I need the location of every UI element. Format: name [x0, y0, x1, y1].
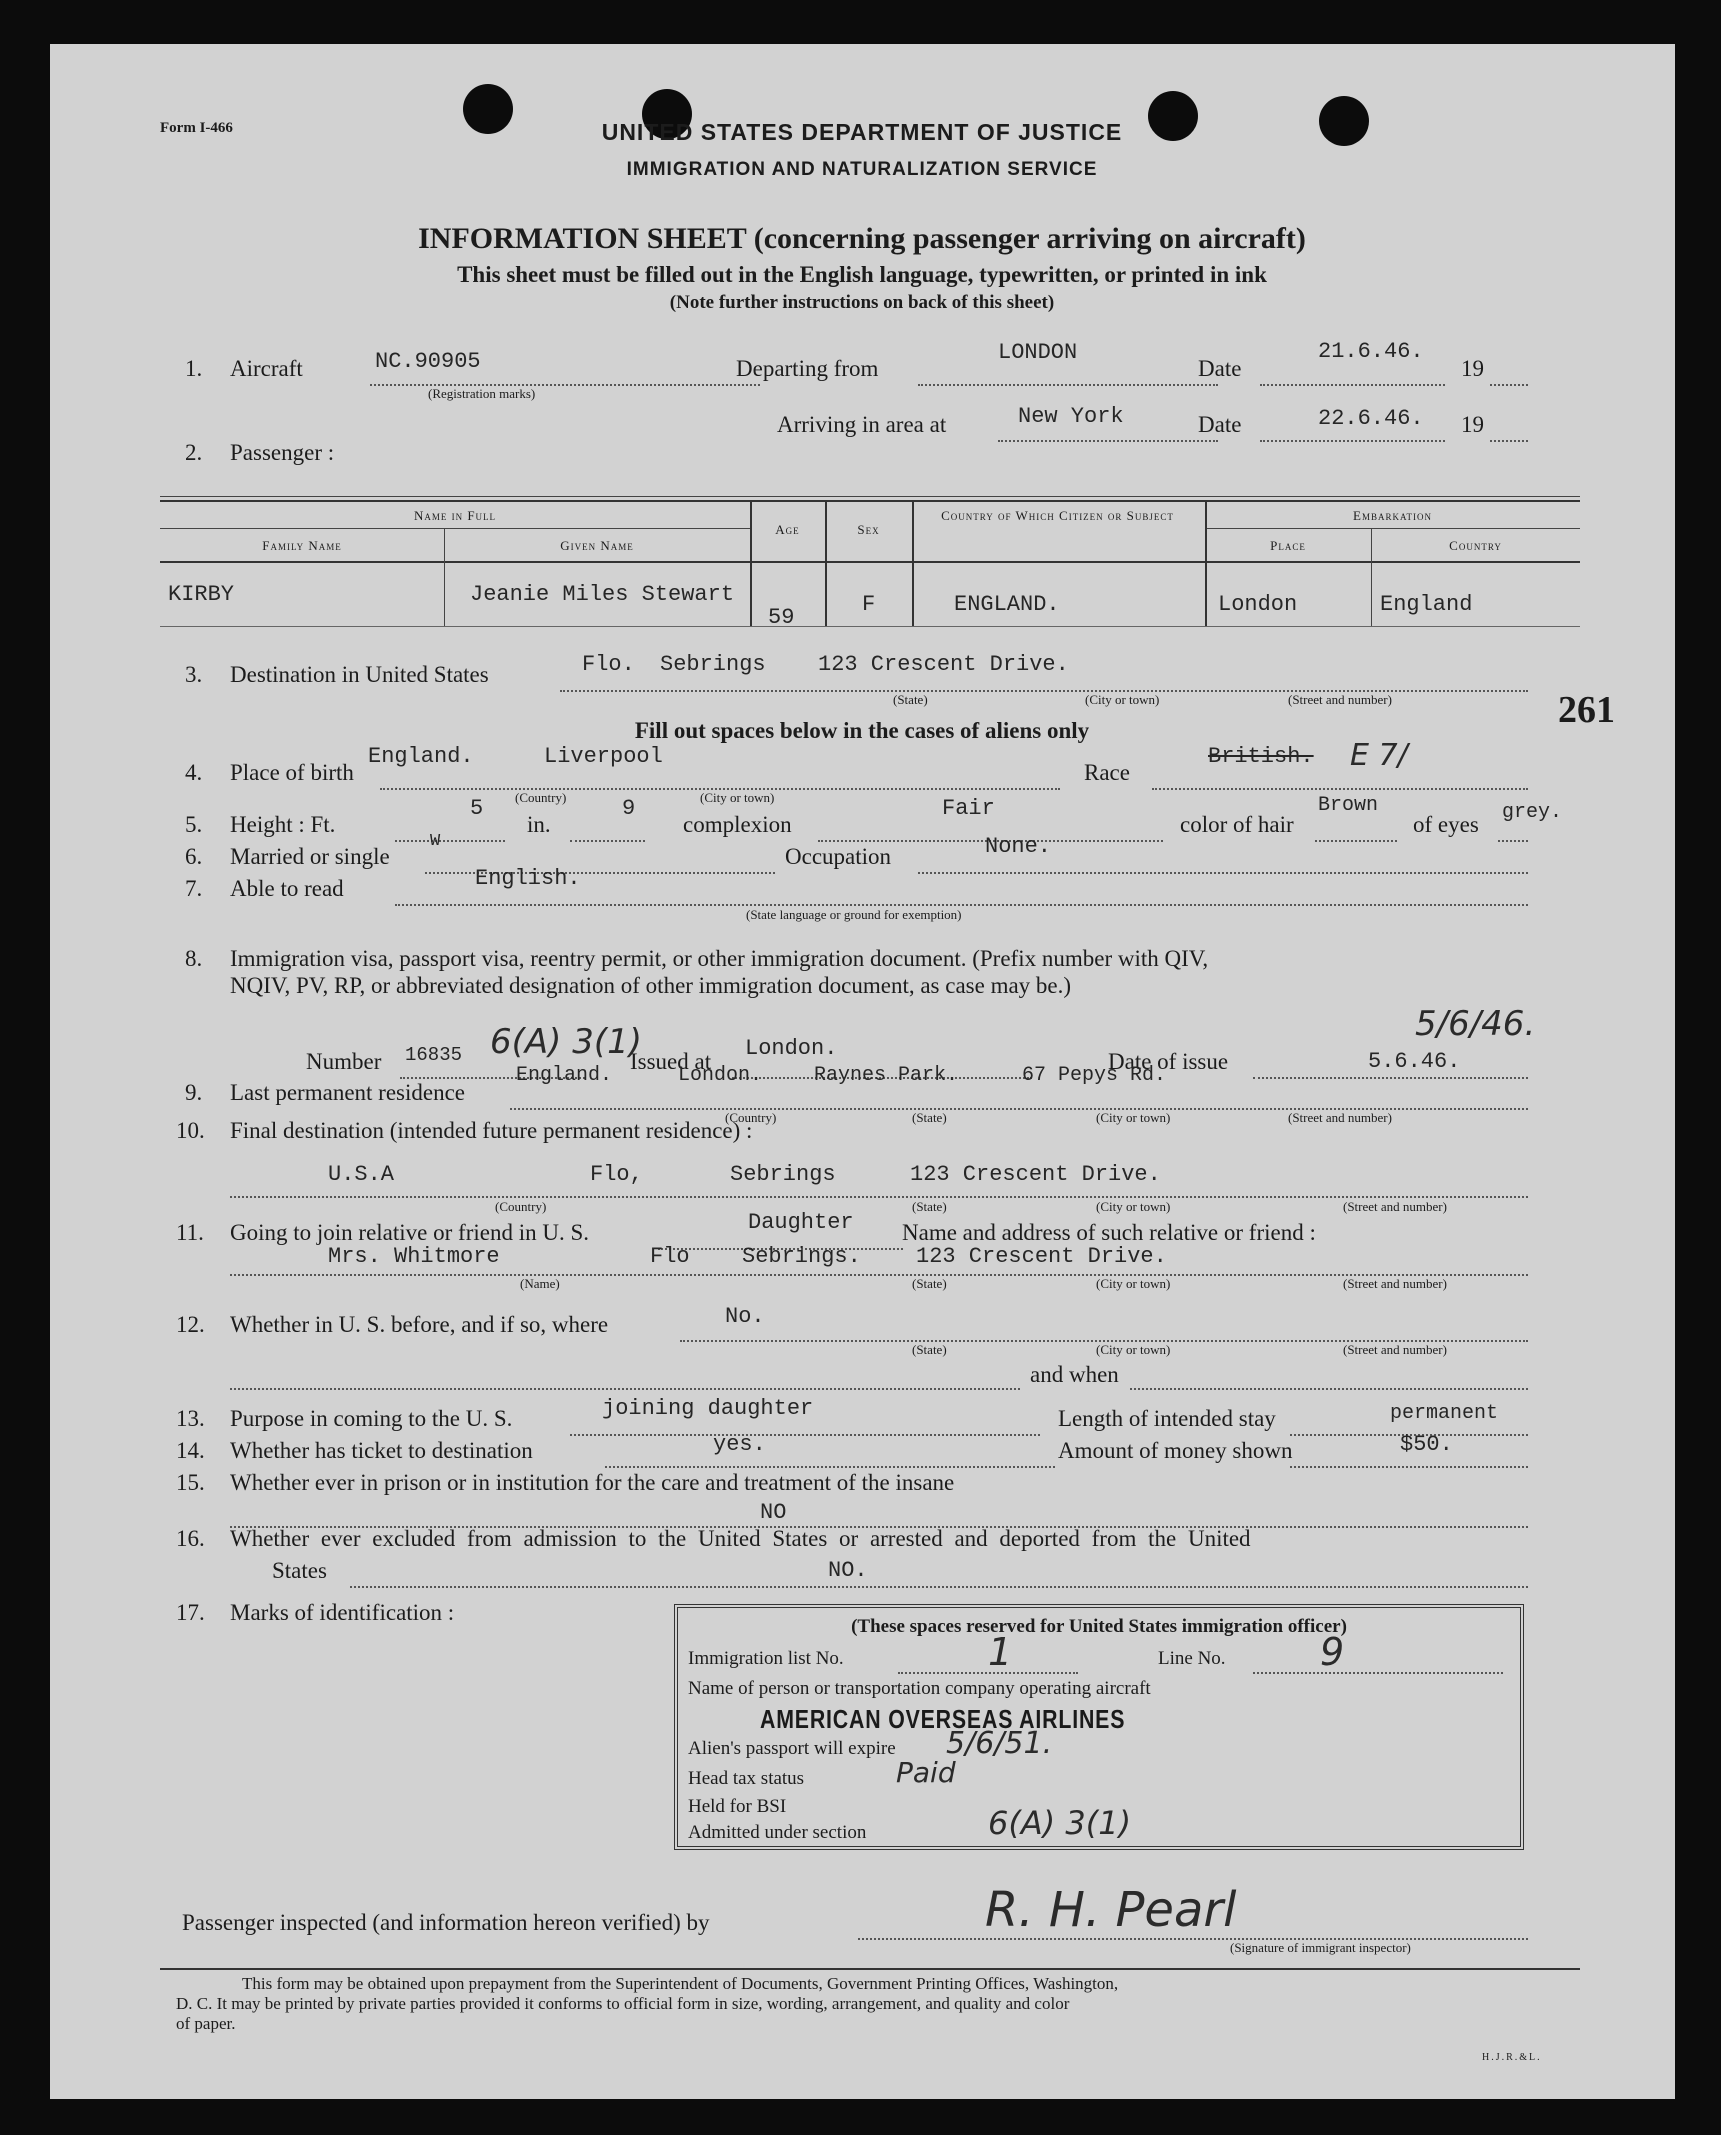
prison-value: NO: [760, 1500, 787, 1525]
final-country: U.S.A: [328, 1162, 395, 1187]
embarkation-header: Embarkation: [1353, 508, 1432, 523]
line-number-value: 9: [1320, 1630, 1345, 1674]
issue-date-annotation: 5/6/46.: [1415, 1004, 1536, 1044]
sex-cell: F: [862, 592, 876, 617]
admitted-section-value: 6(A) 3(1): [988, 1804, 1132, 1842]
state-caption: (State): [912, 1110, 947, 1125]
street-caption: (Street and number): [1343, 1276, 1447, 1291]
city-caption: (City or town): [1096, 1110, 1171, 1125]
destination-street: 123 Crescent Drive.: [818, 652, 1069, 677]
given-name-cell: Jeanie Miles Stewart: [470, 582, 735, 607]
marital-value: W: [430, 832, 441, 851]
money-value: $50.: [1400, 1432, 1453, 1457]
officer-box-title: (These spaces reserved for United States immigration officer): [851, 1616, 1347, 1637]
passenger-label: Passenger :: [230, 440, 335, 465]
signature-caption: (Signature of immigrant inspector): [1230, 1940, 1411, 1955]
officer-box: [674, 1604, 1524, 1850]
been-before-value: No.: [725, 1304, 765, 1329]
service-name: IMMIGRATION AND NATURALIZATION SERVICE: [626, 159, 1098, 180]
item-number: 2.: [185, 440, 203, 465]
item-number: 4.: [185, 760, 203, 785]
relative-street: 123 Crescent Drive.: [916, 1244, 1167, 1269]
height-ft: 5: [470, 796, 484, 821]
residence-country: England.: [516, 1064, 613, 1087]
issued-at-value: London.: [745, 1036, 838, 1061]
state-caption: (State): [912, 1276, 947, 1291]
operator-label: Name of person or transportation company operating aircraft: [688, 1678, 1151, 1699]
country-caption: (Country): [495, 1199, 547, 1214]
departing-value: LONDON: [998, 340, 1078, 365]
age-header: Age: [775, 522, 800, 537]
relation-value: Daughter: [748, 1210, 854, 1235]
item-number: 9.: [185, 1080, 203, 1105]
department-name: UNITED STATES DEPARTMENT OF JUSTICE: [601, 119, 1123, 145]
visa-number: 16835: [405, 1044, 463, 1066]
head-tax-label: Head tax status: [688, 1768, 805, 1789]
depart-date-value: 21.6.46.: [1318, 339, 1424, 364]
item-number: 16.: [176, 1526, 205, 1551]
complexion-label: complexion: [683, 812, 792, 837]
relative-city: Sebrings.: [742, 1244, 861, 1269]
form-note: (Note further instructions on back of this sheet): [669, 292, 1055, 313]
birth-country: England.: [368, 744, 474, 769]
state-caption: (State): [912, 1342, 947, 1357]
list-number-label: Immigration list No.: [688, 1648, 844, 1669]
eyes-value: grey.: [1502, 801, 1563, 824]
purpose-value: joining daughter: [602, 1396, 814, 1421]
last-residence-label: Last permanent residence: [230, 1080, 465, 1105]
citizen-cell: ENGLAND.: [954, 592, 1060, 617]
height-in-label: in.: [527, 812, 551, 837]
embark-place-cell: London: [1218, 592, 1298, 617]
final-state: Flo,: [590, 1162, 643, 1187]
page-number: 261: [1558, 689, 1615, 731]
given-name-header: Given Name: [560, 538, 634, 553]
stay-value: permanent: [1390, 1402, 1499, 1425]
item-number: 3.: [185, 662, 203, 687]
residence-city: Raynes Park.: [814, 1064, 959, 1087]
item-number: 12.: [176, 1312, 205, 1337]
arrive-date-value: 22.6.46.: [1318, 406, 1424, 431]
year-prefix: 19: [1461, 412, 1484, 437]
state-caption: (State): [893, 692, 928, 707]
family-name-cell: KIRBY: [168, 582, 235, 607]
height-ft-label: Height : Ft.: [230, 812, 336, 837]
arrive-date-label: Date: [1198, 412, 1242, 437]
relative-name: Mrs. Whitmore: [328, 1244, 500, 1269]
stay-label: Length of intended stay: [1058, 1406, 1276, 1431]
birthplace-label: Place of birth: [230, 760, 354, 785]
inspection-label: Passenger inspected (and information hereon verified) by: [182, 1910, 710, 1935]
and-when-label: and when: [1030, 1362, 1119, 1387]
destination-city: Sebrings: [660, 652, 766, 677]
relative-state: Flo: [650, 1244, 690, 1269]
footer-line2: D. C. It may be printed by private parties provided it conforms to official form in size, wording, arrangement, and quality and color: [176, 1994, 1070, 2013]
form-sheet: [50, 44, 1675, 2099]
read-value: English.: [475, 866, 581, 891]
money-label: Amount of money shown: [1058, 1438, 1293, 1463]
ticket-value: yes.: [713, 1432, 766, 1457]
eyes-label: of eyes: [1413, 812, 1479, 837]
read-label: Able to read: [230, 876, 344, 901]
hair-label: color of hair: [1180, 812, 1294, 837]
item-number: 1.: [185, 356, 203, 381]
birth-city: Liverpool: [544, 744, 663, 769]
relative-address-label: Name and address of such relative or friend :: [902, 1220, 1316, 1245]
hair-value: Brown: [1318, 794, 1379, 817]
embark-country-header: Country: [1449, 538, 1502, 553]
place-header: Place: [1270, 538, 1306, 553]
issue-date-value: 5.6.46.: [1368, 1049, 1461, 1074]
complexion-value: Fair: [942, 796, 995, 821]
language-caption: (State language or ground for exemption): [746, 907, 962, 922]
marital-label: Married or single: [230, 844, 390, 869]
embark-country-cell: England: [1380, 592, 1473, 617]
registration-caption: (Registration marks): [428, 386, 536, 401]
city-caption: (City or town): [1096, 1276, 1171, 1291]
ticket-label: Whether has ticket to destination: [230, 1438, 533, 1463]
city-caption: (City or town): [1085, 692, 1160, 707]
join-relative-label: Going to join relative or friend in U. S.: [230, 1220, 589, 1245]
item-number: 14.: [176, 1438, 205, 1463]
form-instruction: This sheet must be filled out in the English language, typewritten, or printed in ink: [457, 262, 1267, 287]
state-caption: (State): [912, 1199, 947, 1214]
form-title: INFORMATION SHEET (concerning passenger arriving on aircraft): [418, 222, 1306, 255]
visa-instruction-line1: Immigration visa, passport visa, reentry permit, or other immigration document. (Prefix number with QIV,: [230, 946, 1209, 971]
aircraft-value: NC.90905: [375, 349, 481, 374]
prison-label: Whether ever in prison or in institution for the care and treatment of the insane: [230, 1470, 955, 1495]
item-number: 8.: [185, 946, 203, 971]
occupation-label: Occupation: [785, 844, 892, 869]
excluded-value: NO.: [828, 1558, 868, 1583]
name-caption: (Name): [520, 1276, 560, 1291]
city-caption: (City or town): [1096, 1342, 1171, 1357]
operator-stamp: AMERICAN OVERSEAS AIRLINES: [760, 1704, 1126, 1734]
residence-street: 67 Pepys Rd.: [1022, 1064, 1167, 1087]
issue-date-label: Date of issue: [1108, 1049, 1229, 1074]
item-number: 15.: [176, 1470, 205, 1495]
identification-label: Marks of identification :: [230, 1600, 455, 1625]
admitted-section-label: Admitted under section: [688, 1822, 867, 1843]
country-caption: (Country): [515, 790, 567, 805]
item-number: 7.: [185, 876, 203, 901]
final-city: Sebrings: [730, 1162, 836, 1187]
issued-at-label: Issued at: [630, 1049, 712, 1074]
passport-expiry-label: Alien's passport will expire: [688, 1738, 896, 1759]
street-caption: (Street and number): [1343, 1199, 1447, 1214]
final-street: 123 Crescent Drive.: [910, 1162, 1161, 1187]
inspector-signature: R. H. Pearl: [985, 1882, 1237, 1938]
street-caption: (Street and number): [1288, 1110, 1392, 1125]
family-name-header: Family Name: [262, 538, 342, 553]
visa-instruction-line2: NQIV, PV, RP, or abbreviated designation of other immigration document, as case may be.): [230, 973, 1072, 998]
aircraft-label: Aircraft: [230, 356, 303, 381]
item-number: 5.: [185, 812, 203, 837]
street-caption: (Street and number): [1343, 1342, 1447, 1357]
destination-state: Flo.: [582, 652, 635, 677]
sex-header: Sex: [857, 522, 880, 537]
visa-number-label: Number: [306, 1049, 382, 1074]
head-tax-value: Paid: [896, 1756, 956, 1789]
destination-label: Destination in United States: [230, 662, 489, 687]
item-number: 13.: [176, 1406, 205, 1431]
been-before-label: Whether in U. S. before, and if so, where: [230, 1312, 609, 1337]
final-destination-label: Final destination (intended future permanent residence) :: [230, 1118, 753, 1143]
excluded-label-line2: States: [272, 1558, 327, 1583]
depart-date-label: Date: [1198, 356, 1242, 381]
street-caption: (Street and number): [1288, 692, 1392, 707]
footer-line1: This form may be obtained upon prepayment from the Superintendent of Documents, Government Printing Offices, Washington,: [242, 1974, 1119, 1993]
item-number: 10.: [176, 1118, 205, 1143]
footer-line3: of paper.: [176, 2014, 236, 2033]
city-caption: (City or town): [700, 790, 775, 805]
visa-number-annotation: 6(A) 3(1): [490, 1022, 643, 1062]
form-number: Form I-466: [160, 120, 233, 136]
occupation-value: None.: [985, 834, 1052, 859]
country-caption: (Country): [725, 1110, 777, 1125]
item-number: 11.: [176, 1220, 204, 1245]
age-cell: 59: [768, 605, 795, 630]
item-number: 6.: [185, 844, 203, 869]
race-annotation: E 7/: [1350, 738, 1408, 773]
departing-label: Departing from: [736, 356, 879, 381]
city-caption: (City or town): [1096, 1199, 1171, 1214]
bsi-label: Held for BSI: [688, 1796, 787, 1817]
list-number-value: 1: [988, 1630, 1013, 1674]
citizen-country-header: Country of Which Citizen or Subject: [941, 508, 1174, 523]
passport-expiry-value: 5/6/51.: [946, 1726, 1053, 1761]
line-number-label: Line No.: [1158, 1648, 1226, 1669]
excluded-label: Whether ever excluded from admission to the United States or arrested and deported from the United: [230, 1526, 1251, 1551]
purpose-label: Purpose in coming to the U. S.: [230, 1406, 513, 1431]
height-in: 9: [622, 796, 636, 821]
aliens-heading: Fill out spaces below in the cases of aliens only: [634, 718, 1090, 743]
race-value: British.: [1208, 744, 1314, 769]
arriving-value: New York: [1018, 404, 1124, 429]
race-label: Race: [1084, 760, 1130, 785]
item-number: 17.: [176, 1600, 205, 1625]
name-in-full-header: Name in Full: [413, 508, 497, 523]
printer-code: H.J.R.&L.: [1482, 2052, 1542, 2063]
arriving-label: Arriving in area at: [777, 412, 947, 437]
residence-state: London.: [678, 1064, 763, 1087]
year-prefix: 19: [1461, 356, 1484, 381]
